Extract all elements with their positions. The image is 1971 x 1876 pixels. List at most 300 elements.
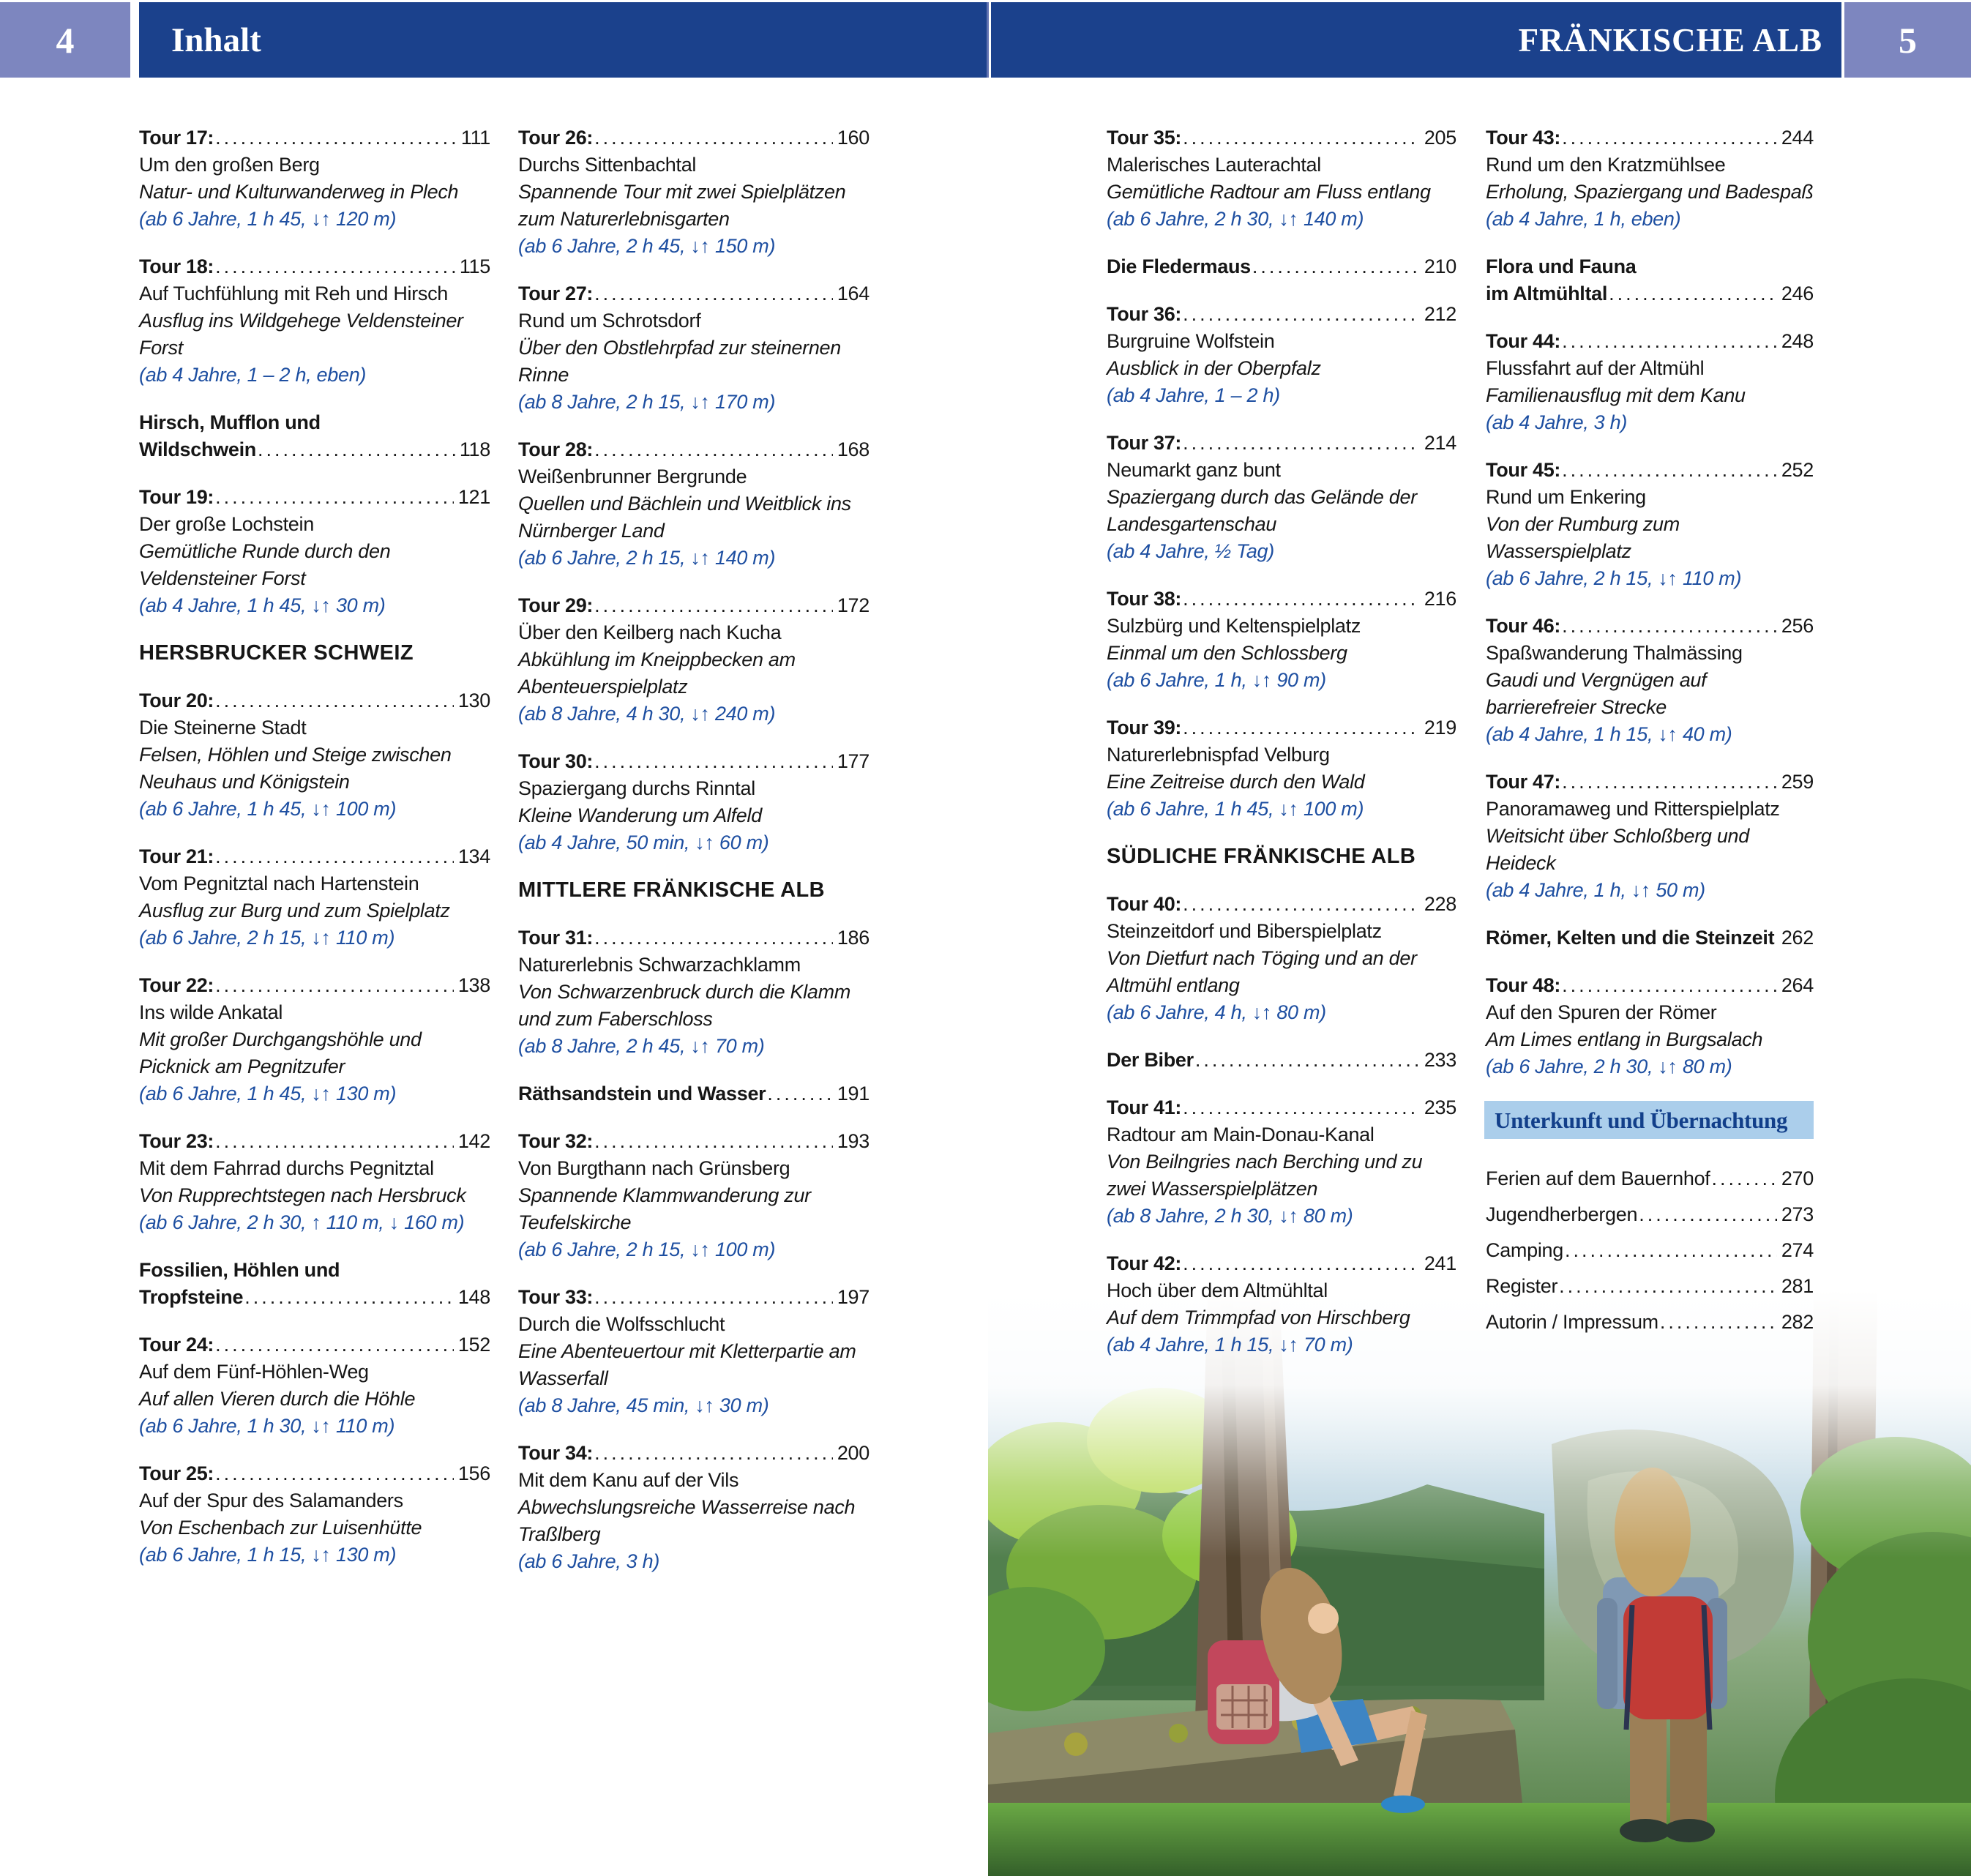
reference-entry: [1486, 1165, 1814, 1192]
toc-row: [1107, 714, 1456, 741]
tour-entry: [518, 1440, 869, 1575]
tour-info: (ab 4 Jahre, 3 h): [1486, 411, 1628, 433]
tour-info: (ab 6 Jahre, 2 h 15, ↓↑ 110 m): [139, 927, 395, 949]
dot-leader: [1565, 1237, 1777, 1264]
tour-info: (ab 6 Jahre, 3 h): [518, 1550, 660, 1572]
toc-page-number: 138: [457, 974, 490, 996]
toc-page-number: 197: [837, 1286, 869, 1308]
tour-info: (ab 8 Jahre, 2 h 30, ↓↑ 80 m): [1107, 1205, 1353, 1227]
dot-leader: [1183, 430, 1420, 457]
tour-info: (ab 6 Jahre, 1 h, ↓↑ 90 m): [1107, 669, 1326, 691]
toc-page-number: 156: [457, 1462, 490, 1484]
tour-title: Vom Pegnitztal nach Hartenstein: [139, 872, 419, 894]
reference-entry: [1107, 1047, 1456, 1074]
reference-first-line: Flora und Fauna: [1486, 255, 1637, 277]
toc-row: [139, 972, 490, 999]
toc-entry-label: Tour 42:: [1107, 1252, 1182, 1274]
tour-description: Von Rupprechtstegen nach Hersbruck: [139, 1184, 466, 1206]
toc-entry-label: Tour 21:: [139, 845, 214, 867]
dot-leader: [215, 484, 454, 511]
toc-row: [1486, 613, 1814, 640]
toc-page-number: 235: [1424, 1096, 1456, 1118]
toc-entry-label: Die Fledermaus: [1107, 255, 1251, 277]
tour-entry: [139, 253, 490, 389]
reference-first-line: Hirsch, Mufflon und: [139, 411, 321, 433]
toc-page-number: 282: [1781, 1311, 1814, 1333]
toc-page-number: 160: [837, 127, 869, 149]
tour-info: (ab 6 Jahre, 2 h 30, ↓↑ 80 m): [1486, 1055, 1732, 1077]
toc-row: [518, 280, 869, 307]
toc-entry-label: Römer, Kelten und die Steinzeit: [1486, 927, 1775, 949]
tour-entry: [1486, 124, 1814, 233]
toc-entry-label: Register: [1486, 1275, 1558, 1297]
reference-entry: [518, 1080, 869, 1107]
tour-description: Natur- und Kulturwanderweg in Plech: [139, 181, 459, 203]
toc-page-number: 233: [1424, 1049, 1456, 1071]
tour-info: (ab 6 Jahre, 1 h 45, ↓↑ 130 m): [139, 1083, 397, 1105]
tour-description: Ausflug ins Wildgehege Veldensteiner Forst: [139, 310, 463, 359]
tour-description: Auf allen Vieren durch die Höhle: [139, 1388, 416, 1410]
tour-title: Um den großen Berg: [139, 154, 320, 176]
tour-entry: [1107, 1094, 1456, 1230]
tour-description: Gemütliche Runde durch den Veldensteiner Forst: [139, 540, 391, 589]
tour-entry: [1107, 586, 1456, 694]
toc-row: [139, 484, 490, 511]
section-heading: SÜDLICHE FRÄNKISCHE ALB: [1107, 845, 1416, 868]
toc-entry-label: Tour 22:: [139, 974, 214, 996]
toc-entry-label: Tour 47:: [1486, 771, 1561, 793]
toc-row: [1486, 124, 1814, 152]
standing-child-arm: [1597, 1598, 1617, 1709]
dot-leader: [1562, 613, 1777, 640]
tour-entry: [1107, 430, 1456, 565]
toc-page-number: 259: [1781, 771, 1814, 793]
dot-leader: [594, 592, 833, 619]
tour-title: Der große Lochstein: [139, 513, 314, 535]
dot-leader: [1195, 1047, 1420, 1074]
dot-leader: [1183, 1250, 1420, 1277]
dot-leader: [1639, 1201, 1777, 1228]
toc-page-number: 214: [1424, 432, 1456, 454]
tour-entry: [518, 1128, 869, 1263]
tour-description: Von Beilngries nach Berching und zu zwei Wasserspielplätzen: [1107, 1151, 1423, 1200]
toc-row: [1486, 769, 1814, 796]
toc-entry-label: Tour 39:: [1107, 717, 1182, 739]
foreground-grass: [988, 1803, 1971, 1876]
dot-leader: [1562, 328, 1777, 355]
tour-description: Spannende Klammwanderung zur Teufelskirche: [518, 1184, 811, 1233]
toc-page-number: 152: [457, 1334, 490, 1356]
dot-leader: [1562, 457, 1777, 484]
toc-entry-label: Wildschwein: [139, 438, 256, 460]
tour-entry: [1107, 714, 1456, 823]
dot-leader: [594, 924, 833, 952]
toc-row: [1486, 1237, 1814, 1264]
tour-description: Ausflug zur Burg und zum Spielplatz: [139, 900, 450, 922]
toc-entry-label: Camping: [1486, 1239, 1563, 1261]
tour-description: Auf dem Trimmpfad von Hirschberg: [1107, 1307, 1410, 1328]
dot-leader: [1559, 1273, 1777, 1300]
toc-page-number: 246: [1781, 283, 1814, 304]
tour-info: (ab 4 Jahre, 1 h, eben): [1486, 208, 1681, 230]
dot-leader: [1183, 714, 1420, 741]
tour-description: Von der Rumburg zum Wasserspielplatz: [1486, 513, 1680, 562]
tour-entry: [139, 484, 490, 619]
tour-entry: [139, 843, 490, 952]
toc-row: [518, 1128, 869, 1155]
tour-description: Felsen, Höhlen und Steige zwischen Neuhaus und Königstein: [139, 744, 452, 793]
dot-leader: [215, 687, 454, 714]
toc-entry-label: Tropfsteine: [139, 1286, 244, 1308]
toc-page-number: 219: [1424, 717, 1456, 739]
dot-leader: [1776, 924, 1777, 952]
tour-entry: [1107, 124, 1456, 233]
tour-info: (ab 8 Jahre, 2 h 45, ↓↑ 70 m): [518, 1035, 765, 1057]
toc-entry-label: Tour 29:: [518, 594, 594, 616]
tour-description: Von Schwarzenbruck durch die Klamm und zum Faberschloss: [518, 981, 851, 1030]
right-header-title: FRÄNKISCHE ALB: [1518, 21, 1822, 59]
toc-row: [139, 1331, 490, 1359]
tour-title: Mit dem Fahrrad durchs Pegnitztal: [139, 1157, 434, 1179]
toc-entry-label: Tour 44:: [1486, 330, 1561, 352]
toc-row: [1107, 891, 1456, 918]
toc-row: [1486, 328, 1814, 355]
dot-leader: [215, 253, 455, 280]
tour-info: (ab 6 Jahre, 2 h 30, ↑ 110 m, ↓ 160 m): [139, 1211, 465, 1233]
reference-entry: [1486, 253, 1814, 307]
toc-column-1: [139, 124, 490, 1589]
toc-row: [139, 124, 490, 152]
toc-page-number: 273: [1781, 1203, 1814, 1225]
tour-description: Eine Zeitreise durch den Wald: [1107, 771, 1365, 793]
tour-title: Burgruine Wolfstein: [1107, 330, 1275, 352]
toc-page-number: 252: [1781, 459, 1814, 481]
toc-row: [1107, 301, 1456, 328]
tour-description: Einmal um den Schlossberg: [1107, 642, 1347, 664]
tour-title: Von Burgthann nach Grünsberg: [518, 1157, 790, 1179]
tour-title: Rund um Schrotsdorf: [518, 310, 701, 332]
dot-leader: [215, 1128, 454, 1155]
tour-title: Panoramaweg und Ritterspielplatz: [1486, 798, 1780, 820]
tour-info: (ab 6 Jahre, 1 h 30, ↓↑ 110 m): [139, 1415, 395, 1437]
dot-leader: [1252, 253, 1420, 280]
tour-info: (ab 6 Jahre, 2 h 15, ↓↑ 100 m): [518, 1238, 776, 1260]
toc-page-number: 216: [1424, 588, 1456, 610]
dot-leader: [1712, 1165, 1777, 1192]
right-header-bar: [991, 2, 1841, 78]
toc-row: [1107, 124, 1456, 152]
tour-entry: [518, 124, 869, 260]
tour-entry: [518, 748, 869, 856]
tour-info: (ab 4 Jahre, 1 h, ↓↑ 50 m): [1486, 879, 1705, 901]
dot-leader: [594, 1440, 833, 1467]
tour-entry: [1486, 613, 1814, 748]
toc-entry-label: Tour 32:: [518, 1130, 594, 1152]
toc-row: [1107, 430, 1456, 457]
dot-leader: [1562, 769, 1777, 796]
toc-row: [139, 436, 490, 463]
toc-row: [518, 1080, 869, 1107]
toc-entry-label: Tour 26:: [518, 127, 594, 149]
toc-entry-label: Tour 34:: [518, 1442, 594, 1464]
tour-entry: [1486, 457, 1814, 592]
left-page-number: 4: [0, 2, 130, 78]
tour-title: Rund um den Kratzmühlsee: [1486, 154, 1726, 176]
tour-title: Hoch über dem Altmühltal: [1107, 1279, 1328, 1301]
toc-page-number: 177: [837, 750, 869, 772]
toc-row: [1486, 972, 1814, 999]
tour-entry: [518, 436, 869, 572]
tour-title: Auf Tuchfühlung mit Reh und Hirsch: [139, 283, 449, 304]
toc-column-2: [518, 124, 869, 1596]
toc-row: [1107, 586, 1456, 613]
tour-entry: [1486, 972, 1814, 1080]
tour-entry: [1107, 301, 1456, 409]
reference-entry: [1486, 1273, 1814, 1300]
toc-entry-label: Räthsandstein und Wasser: [518, 1083, 766, 1105]
reference-entry: [1486, 1237, 1814, 1264]
toc-row: [139, 687, 490, 714]
toc-column-3: [1107, 124, 1456, 1379]
toc-entry-label: Tour 33:: [518, 1286, 594, 1308]
tour-info: (ab 6 Jahre, 1 h 45, ↓↑ 120 m): [139, 208, 397, 230]
toc-entry-label: Tour 18:: [139, 255, 214, 277]
tour-description: Von Eschenbach zur Luisenhütte: [139, 1517, 422, 1539]
toc-row: [1486, 280, 1814, 307]
toc-entry-label: Tour 35:: [1107, 127, 1182, 149]
tour-description: Abwechslungsreiche Wasserreise nach Traßlberg: [518, 1496, 856, 1545]
tour-info: (ab 6 Jahre, 1 h 45, ↓↑ 100 m): [1107, 798, 1364, 820]
toc-row: [1486, 1273, 1814, 1300]
tour-title: Über den Keilberg nach Kucha: [518, 621, 782, 643]
toc-entry-label: Tour 36:: [1107, 303, 1182, 325]
red-backpack: [1623, 1596, 1713, 1719]
tour-description: Quellen und Bächlein und Weitblick ins Nürnberger Land: [518, 493, 851, 542]
tour-title: Sulzbürg und Keltenspielplatz: [1107, 615, 1361, 637]
sneaker: [1620, 1819, 1671, 1842]
tour-title: Weißenbrunner Bergrunde: [518, 466, 747, 487]
toc-entry-label: im Altmühltal: [1486, 283, 1608, 304]
left-header-title: Inhalt: [171, 20, 261, 59]
toc-entry-label: Autorin / Impressum: [1486, 1311, 1658, 1333]
toc-page-number: 281: [1781, 1275, 1814, 1297]
toc-row: [1107, 1094, 1456, 1121]
toc-entry-label: Tour 27:: [518, 283, 594, 304]
toc-entry-label: Tour 40:: [1107, 893, 1182, 915]
toc-page-number: 264: [1781, 974, 1814, 996]
accommodation-box-heading: Unterkunft und Übernachtung: [1484, 1101, 1814, 1139]
tour-info: (ab 6 Jahre, 2 h 15, ↓↑ 110 m): [1486, 567, 1742, 589]
toc-entry-label: Tour 20:: [139, 690, 214, 711]
toc-row: [1486, 924, 1814, 952]
tour-title: Rund um Enkering: [1486, 486, 1646, 508]
toc-page-number: 118: [459, 438, 490, 460]
toc-row: [1486, 1165, 1814, 1192]
tour-info: (ab 8 Jahre, 2 h 15, ↓↑ 170 m): [518, 391, 776, 413]
dot-leader: [1562, 972, 1777, 999]
toc-page-number: 256: [1781, 615, 1814, 637]
toc-page-number: 210: [1424, 255, 1456, 277]
dot-leader: [1562, 124, 1777, 152]
tour-description: Abkühlung im Kneippbecken am Abenteuerspielplatz: [518, 649, 796, 698]
tour-title: Auf dem Fünf-Höhlen-Weg: [139, 1361, 369, 1383]
dot-leader: [767, 1080, 832, 1107]
reference-first-line: Fossilien, Höhlen und: [139, 1259, 340, 1281]
toc-row: [1486, 457, 1814, 484]
tour-entry: [139, 687, 490, 823]
dot-leader: [1183, 586, 1420, 613]
tour-entry: [139, 124, 490, 233]
toc-row: [139, 1284, 490, 1311]
toc-entry-label: Tour 43:: [1486, 127, 1561, 149]
toc-entry-label: Tour 31:: [518, 927, 594, 949]
toc-page-number: 248: [1781, 330, 1814, 352]
dot-leader: [215, 1331, 454, 1359]
toc-page-number: 193: [837, 1130, 869, 1152]
tour-info: (ab 8 Jahre, 45 min, ↓↑ 30 m): [518, 1394, 769, 1416]
tour-title: Die Steinerne Stadt: [139, 717, 307, 739]
toc-page-number: 244: [1781, 127, 1814, 149]
tour-description: Von Dietfurt nach Töging und an der Altmühl entlang: [1107, 947, 1417, 996]
toc-row: [518, 592, 869, 619]
dot-leader: [1609, 280, 1777, 307]
toc-entry-label: Tour 19:: [139, 486, 214, 508]
toc-page-number: 212: [1424, 303, 1456, 325]
tour-description: Eine Abenteuertour mit Kletterpartie am Wasserfall: [518, 1340, 856, 1389]
toc-entry-label: Tour 17:: [139, 127, 214, 149]
section-heading: HERSBRUCKER SCHWEIZ: [139, 641, 414, 665]
tour-entry: [518, 924, 869, 1060]
tour-description: Erholung, Spaziergang und Badespaß: [1486, 181, 1814, 203]
tour-entry: [139, 1331, 490, 1440]
right-page-number: 5: [1844, 2, 1971, 78]
tour-info: (ab 4 Jahre, 1 h 15, ↓↑ 70 m): [1107, 1334, 1353, 1356]
dot-leader: [1183, 301, 1420, 328]
toc-row: [1107, 253, 1456, 280]
toc-entry-label: Tour 38:: [1107, 588, 1182, 610]
sitting-child-face: [1308, 1603, 1339, 1634]
toc-entry-label: Tour 23:: [139, 1130, 214, 1152]
toc-page-number: 168: [837, 438, 869, 460]
tour-description: Spannende Tour mit zwei Spielplätzen zum Naturerlebnisgarten: [518, 181, 846, 230]
toc-entry-label: Tour 46:: [1486, 615, 1561, 637]
tour-title: Malerisches Lauterachtal: [1107, 154, 1321, 176]
toc-entry-label: Ferien auf dem Bauernhof: [1486, 1167, 1710, 1189]
toc-row: [1486, 1201, 1814, 1228]
dot-leader: [594, 1128, 833, 1155]
dot-leader: [258, 436, 455, 463]
toc-page-number: 130: [457, 690, 490, 711]
dot-leader: [1183, 124, 1420, 152]
blue-sandal: [1381, 1795, 1425, 1813]
toc-entry-label: Tour 48:: [1486, 974, 1561, 996]
tour-title: Spaziergang durchs Rinntal: [518, 777, 755, 799]
tour-entry: [1107, 891, 1456, 1026]
tour-title: Naturerlebnispfad Velburg: [1107, 744, 1330, 766]
tour-entry: [518, 592, 869, 728]
toc-page-number: 186: [837, 927, 869, 949]
dot-leader: [215, 124, 457, 152]
toc-row: [518, 124, 869, 152]
tour-description: Über den Obstlehrpfad zur steinernen Rinne: [518, 337, 841, 386]
toc-page-number: 200: [837, 1442, 869, 1464]
toc-column-4: [1486, 124, 1814, 1345]
toc-page-number: 262: [1781, 927, 1814, 949]
toc-row: [518, 436, 869, 463]
tour-info: (ab 6 Jahre, 1 h 15, ↓↑ 130 m): [139, 1544, 397, 1566]
dot-leader: [594, 280, 833, 307]
toc-entry-label: Jugendherbergen: [1486, 1203, 1638, 1225]
tour-entry: [1486, 769, 1814, 904]
tour-title: Mit dem Kanu auf der Vils: [518, 1469, 739, 1491]
toc-row: [1107, 1250, 1456, 1277]
dot-leader: [594, 124, 833, 152]
tour-info: (ab 4 Jahre, 1 – 2 h): [1107, 384, 1280, 406]
tour-entry: [139, 1128, 490, 1236]
tour-description: Ausblick in der Oberpfalz: [1107, 357, 1321, 379]
tour-info: (ab 6 Jahre, 1 h 45, ↓↑ 100 m): [139, 798, 397, 820]
toc-page-number: 115: [459, 255, 490, 277]
dot-leader: [594, 1284, 833, 1311]
tour-info: (ab 4 Jahre, 1 h 45, ↓↑ 30 m): [139, 594, 386, 616]
dot-leader: [1183, 891, 1420, 918]
reference-entry: [1486, 1309, 1814, 1336]
tour-entry: [1486, 328, 1814, 436]
tour-title: Naturerlebnis Schwarzachklamm: [518, 954, 801, 976]
dot-leader: [594, 748, 833, 775]
toc-page-number: 172: [837, 594, 869, 616]
dot-leader: [215, 972, 454, 999]
tour-info: (ab 4 Jahre, ½ Tag): [1107, 540, 1274, 562]
dot-leader: [215, 1460, 454, 1487]
toc-row: [518, 1440, 869, 1467]
toc-page-number: 241: [1424, 1252, 1456, 1274]
toc-row: [139, 1128, 490, 1155]
tour-title: Durchs Sittenbachtal: [518, 154, 697, 176]
tour-title: Auf den Spuren der Römer: [1486, 1001, 1717, 1023]
toc-page-number: 111: [460, 127, 490, 149]
toc-row: [1107, 1047, 1456, 1074]
tour-description: Weitsicht über Schloßberg und Heideck: [1486, 825, 1749, 874]
toc-row: [518, 924, 869, 952]
tour-info: (ab 8 Jahre, 4 h 30, ↓↑ 240 m): [518, 703, 776, 725]
toc-entry-label: Tour 24:: [139, 1334, 214, 1356]
tour-entry: [139, 1460, 490, 1569]
tour-title: Radtour am Main-Donau-Kanal: [1107, 1124, 1375, 1146]
dot-leader: [1660, 1309, 1777, 1336]
tour-description: Kleine Wanderung um Alfeld: [518, 804, 762, 826]
tour-entry: [1107, 1250, 1456, 1359]
toc-entry-label: Tour 25:: [139, 1462, 214, 1484]
toc-row: [1486, 1309, 1814, 1336]
tour-info: (ab 4 Jahre, 1 h 15, ↓↑ 40 m): [1486, 723, 1732, 745]
tour-title: Neumarkt ganz bunt: [1107, 459, 1281, 481]
toc-entry-label: Tour 45:: [1486, 459, 1561, 481]
dot-leader: [215, 843, 454, 870]
tour-description: Gemütliche Radtour am Fluss entlang: [1107, 181, 1431, 203]
toc-page-number: 134: [457, 845, 490, 867]
tour-title: Ins wilde Ankatal: [139, 1001, 283, 1023]
toc-row: [518, 748, 869, 775]
reference-entry: [139, 409, 490, 463]
toc-row: [139, 253, 490, 280]
toc-page-number: 270: [1781, 1167, 1814, 1189]
tour-entry: [518, 280, 869, 416]
dot-leader: [1183, 1094, 1420, 1121]
toc-entry-label: Der Biber: [1107, 1049, 1194, 1071]
toc-page-number: 148: [457, 1286, 490, 1308]
toc-page-number: 228: [1424, 893, 1456, 915]
